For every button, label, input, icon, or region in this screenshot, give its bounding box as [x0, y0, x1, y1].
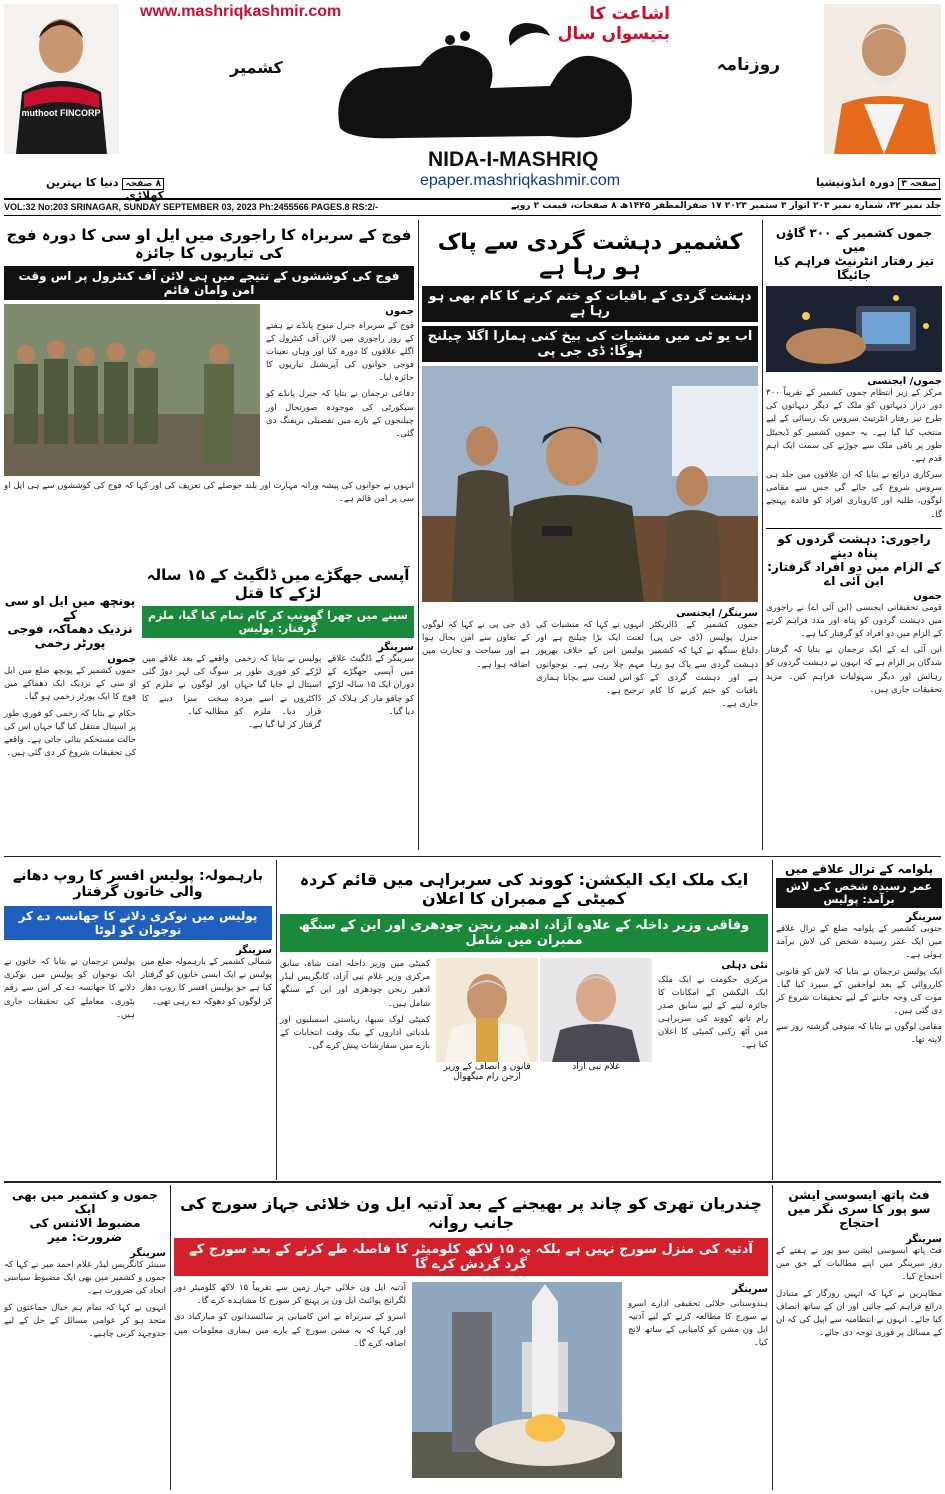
- section-rule: [4, 1181, 941, 1183]
- paragraph: انہوں نے کہا کہ تمام ہم خیال جماعتوں کو متحد ہو کر عوامی مسائل کے حل کے لیے جدوجہد کرنی چاہیے۔: [4, 1302, 166, 1339]
- column-rule: [418, 220, 419, 850]
- election-subheadline: وفاقی وزیر داخلہ کے علاوہ آزاد، ادھیر رنجن چودھری اور این کے سنگھ ممبران میں شامل: [280, 914, 768, 952]
- lead-dateline: سرینگر/ ایجنسی: [676, 608, 758, 619]
- masthead: [0, 0, 945, 200]
- azad-caption: غلام نبی آزاد: [572, 1062, 620, 1072]
- paragraph: آدتیہ ایل ون خلائی جہاز زمین سے تقریباً ۱۵ لاکھ کلومیٹر دور لگرانج پوائنٹ ایل ون پر پہنچ کر سورج کا مشاہدہ کرے گا۔: [174, 1283, 406, 1307]
- dgp-photo: [422, 366, 758, 602]
- paragraph: مرکز کے زیر انتظام جموں کشمیر کے تقریباً ۳۰۰ دور دراز دیہاتوں کو ملک کے دیگر دیہاتوں کی طرح تیز رفتار انٹرنیٹ سروس تک رسائی کے لیے منتخب کیا گیا ہے۔ یہ جموں کشمیر کو ڈیجیٹل طور پر باقی ملک سے جوڑنے کی سمت ایک اہم قدم ہے۔: [766, 388, 942, 464]
- army-headline: فوج کے سربراہ کا راجوری میں ایل او سی کا دورہ فوج کی تیاریوں کا جائزہ: [6, 226, 412, 262]
- lead-headline: کشمیر دہشت گردی سے پاک ہو رہا ہے: [437, 230, 743, 280]
- poonch-headline-2: نزدیک دھماکہ، فوجی پورٹر زخمی: [7, 622, 133, 650]
- election-article: [280, 862, 768, 1178]
- lead-article: [422, 226, 758, 852]
- footpath-dateline: سرینگر: [906, 1234, 942, 1245]
- pm-photo: [824, 4, 941, 154]
- rajouri-dateline: جموں: [913, 590, 942, 602]
- paragraph: انہوں نے جوانوں کی پیشہ ورانہ مہارت اور بلند حوصلے کی تعریف کی اور کہا کہ فوج کی کوششوں سے ہی ایل او سی پر امن قائم ہے۔: [4, 481, 414, 505]
- footpath-body: [776, 1245, 942, 1340]
- paragraph: شمالی کشمیر کے بارہمولہ ضلع میں پولیس نے ایک ایسی خاتون کو گرفتار کیا ہے جو پولیس افسر کا روپ دھار کر لوگوں کو دھوکہ دے رہی تھی۔: [141, 957, 272, 1007]
- alliance-dateline: سرینگر: [130, 1248, 166, 1259]
- azad-photo: [540, 958, 652, 1062]
- paragraph: کمیٹی لوک سبھا، ریاستی اسمبلیوں اور بلدیاتی اداروں کے بیک وقت انتخابات کے بارے میں سفارشات پیش کرے گی۔: [280, 1014, 430, 1052]
- aditya-dateline: سرینگر: [732, 1284, 768, 1295]
- newspaper-logo: [300, 18, 690, 148]
- internet-article: [766, 226, 942, 846]
- poonch-article: [4, 594, 136, 850]
- aditya-body: [628, 1282, 768, 1478]
- pulwama-body: [776, 923, 942, 1048]
- paragraph: سرینگر کے ڈلگیٹ علاقے میں آپسی جھگڑے کے دوران ایک ۱۵ سالہ لڑکے کو چاقو مار کر ہلاک کر دیا گیا۔: [327, 654, 414, 717]
- paragraph: حکام نے بتایا کہ زخمی کو فوری طور پر اسپتال منتقل کیا گیا جہاں اس کی حالت مستحکم بتائی جاتی ہے۔ واقعے کی تحقیقات شروع کر دی گئی ہیں۔: [4, 708, 136, 759]
- dalgate-headline: آپسی جھگڑے میں ڈلگیٹ کے ۱۵ سالہ لڑکے کا قتل: [146, 566, 410, 602]
- info-bar: [4, 198, 941, 216]
- paragraph: فٹ پاتھ ایسوسی ایشن سو پور نے ہفتے کے روز سرینگر میں اپنے مطالبات کے حق میں احتجاج کیا۔: [776, 1246, 942, 1283]
- paragraph: پولیس نے بتایا کہ زخمی لڑکے کو فوری طور پر اسپتال لے جایا گیا جہاں ڈاکٹروں نے اسے مردہ قرار دیا۔ ملزم کو گرفتار کر لیا گیا ہے۔: [234, 654, 322, 730]
- column-rule: [276, 860, 277, 1180]
- paragraph: ہندوستانی خلائی تحقیقی ادارے اسرو نے سورج کا مطالعہ کرنے کے لیے آدتیہ ایل ون مشن کو کامیابی کے ساتھ لانچ کیا۔: [628, 1298, 768, 1349]
- poonch-body: [4, 665, 136, 760]
- info-english: VOL:32 No:203 SRINAGAR, SUNDAY SEPTEMBER 03, 2023 Ph:2455566 PAGES.8 RS:2/-: [4, 202, 378, 212]
- internet-dateline: جموں/ ایجنسی: [867, 376, 942, 387]
- lead-subheadline-1: دہشت گردی کے باقیات کو ختم کرنے کا کام بھی ہو رہا ہے: [422, 286, 758, 322]
- baramulla-headline: بارہمولہ: پولیس افسر کا روپ دھانے والی خاتون گرفتار: [13, 868, 263, 900]
- lead-subheadline-2: اب یو ٹی میں منشیات کی بیخ کنی ہمارا اگلا چیلنج ہوگا: ڈی جی پی: [422, 326, 758, 362]
- right-caption-text: دورہ انڈونیشیا: [815, 176, 895, 189]
- army-photo: [4, 304, 260, 476]
- paragraph: ایک پولیس ترجمان نے بتایا کہ لاش کو قانونی کارروائی کے بعد لواحقین کے سپرد کیا گیا۔ موت کی وجہ جاننے کے لیے تحقیقات شروع کر دی گئی ہیں۔: [776, 966, 942, 1017]
- election-body-cont: [280, 958, 430, 1082]
- poonch-headline-1: پونچھ میں ایل او سی کے: [4, 594, 136, 622]
- paragraph: جنوبی کشمیر کے پلوامہ ضلع کے ترال علاقے میں ایک عمر رسیدہ شخص کی لاش برآمد ہوئی ہے۔: [776, 924, 942, 961]
- pulwama-headline-2: عمر رسیدہ شخص کی لاش برآمد: پولیس: [776, 878, 942, 908]
- army-body: [266, 304, 414, 476]
- footpath-article: [776, 1188, 942, 1490]
- column-rule: [772, 860, 773, 1180]
- poonch-dateline: جموں: [107, 654, 136, 665]
- baramulla-body: [4, 956, 272, 1025]
- election-headline: ایک ملک ایک الیکشن: کووند کی سربراہی میں قائم کردہ کمیٹی کے ممبران کا اعلان: [299, 870, 749, 908]
- column-rule: [762, 220, 763, 850]
- alliance-article: [4, 1188, 166, 1490]
- paragraph: جموں کشمیر کے پونچھ ضلع میں ایل او سی کے نزدیک ایک دھماکے میں فوج کا ایک پورٹر زخمی ہو گیا۔: [4, 666, 136, 703]
- army-dateline: جموں: [385, 306, 414, 317]
- rajouri-body: [766, 602, 942, 697]
- aditya-subheadline: آدتیہ کی منزل سورج نہیں ہے بلکہ یہ ۱۵ لاکھ کلومیٹر کا فاصلہ طے کرنے کے بعد سورج کے گرد گردش کرے گا: [174, 1238, 768, 1276]
- paragraph: قومی تحقیقاتی ایجنسی (این آئی اے) نے راجوری میں دہشت گردوں کو پناہ اور مدد فراہم کرنے کے الزام میں دو افراد کو گرفتار کیا ہے۔: [766, 602, 942, 640]
- paragraph: اسرو کے سربراہ نے اس کامیابی پر سائنسدانوں کو مبارکباد دی اور کہا کہ یہ مشن سورج کے بارے میں ہماری معلومات میں اضافہ کرے گا۔: [174, 1312, 406, 1349]
- internet-body: [766, 387, 942, 522]
- baramulla-subheadline: پولیس میں نوکری دلانے کا جھانسہ دے کر نوجوان کو لوٹا: [4, 906, 272, 940]
- website[interactable]: www.mashriqkashmir.com: [140, 3, 342, 20]
- player-photo: [4, 4, 119, 154]
- shah-photo: [436, 958, 538, 1062]
- section-rule: [4, 856, 941, 857]
- paragraph: مقامی لوگوں نے بتایا کہ متوفی گزشتہ روز سے لاپتہ تھا۔: [776, 1022, 942, 1046]
- footpath-headline-2: سو پور کا سری نگر میں احتجاج: [787, 1202, 931, 1230]
- paragraph: سینئر کانگریس لیڈر غلام احمد میر نے کہا کہ جموں و کشمیر میں بھی ایک مضبوط سیاسی اتحاد کی ضرورت ہے۔: [4, 1260, 166, 1297]
- paragraph: دفاعی ترجمان نے بتایا کہ جنرل پانڈے کو سیکورٹی کی موجودہ صورتحال اور چیلنجوں کے بارے میں تفصیلی بریفنگ دی گئی۔: [266, 389, 414, 439]
- paragraph: فوج کے سربراہ جنرل منوج پانڈے نے ہفتے کے روز راجوری میں لائن آف کنٹرول کے اگلے علاقوں کا دورہ کیا اور وہاں تعینات فوجی جوانوں کی آپریشنل تیاریوں کا جائزہ لیا۔: [266, 320, 414, 384]
- pulwama-article: [776, 862, 942, 1178]
- pulwama-dateline: سرینگر: [906, 912, 942, 923]
- internet-headline-1: جموں کشمیر کے ۳۰۰ گاؤں میں: [776, 226, 932, 254]
- paragraph: واقعے کے بعد علاقے میں سوگ کی لہر دوڑ گئی اور لوگوں نے ملزم کو سخت سزا دینے کا مطالبہ کیا۔: [141, 654, 229, 717]
- lead-body: [422, 619, 758, 714]
- epaper-link[interactable]: epaper.mashriqkashmir.com: [420, 172, 621, 189]
- alliance-headline-2: مضبوط الائنس کی ضرورت: میر: [29, 1216, 141, 1244]
- pulwama-headline-1: پلوامہ کے ترال علاقے میں: [784, 862, 934, 876]
- paragraph: مرکزی حکومت نے ایک ملک ایک الیکشن کے امکانات کا جائزہ لینے کے لیے سابق صدر رام ناتھ کووند کی سربراہی میں آٹھ رکنی کمیٹی کا اعلان کیا ہے۔: [658, 974, 768, 1051]
- election-dateline: نئی دہلی: [721, 960, 768, 971]
- left-caption-text: دنیا کا بہترین کھلاڑی: [46, 176, 164, 202]
- column-rule: [772, 1185, 773, 1490]
- election-body: [658, 958, 768, 1082]
- info-urdu: جلد نمبر ۳۲، شمارہ نمبر ۲۰۳ اتوار ۳ ستمبر ۲۰۲۳ ۱۷ صفرالمظفر ۱۴۴۵ھ ۸ صفحات، قیمت ۲ روپے: [511, 201, 941, 211]
- left-caption-page: ۸ صفحہ: [122, 178, 164, 190]
- dalgate-body: [142, 653, 414, 735]
- shah-caption: قانون و انصاف کے وزیر ارجن رام میگھوال: [443, 1062, 531, 1082]
- column-rule: [170, 1185, 171, 1490]
- paragraph: ڈی جی پی نے کہا کہ لوگوں کے تعاون سے امن بحال ہوا ہے اور سیاحت و تجارت میں اضافہ ہوا ہے۔: [422, 620, 530, 670]
- baramulla-dateline: سرینگر: [236, 945, 272, 956]
- paragraph: سرکاری ذرائع نے بتایا کہ ان علاقوں میں جلد ہی سروس شروع کی جائے گی جس سے مقامی لوگوں، طلبہ اور کاروباری افراد کو فائدہ پہنچے گا۔: [766, 470, 942, 520]
- paragraph: کمیٹی میں وزیر داخلہ امت شاہ، سابق مرکزی وزیر غلام نبی آزاد، کانگریس لیڈر ادھیر رنجن چودھری اور این کے سنگھ شامل ہیں۔: [280, 959, 430, 1009]
- right-caption-page: صفحہ ۳: [898, 178, 940, 190]
- internet-headline-2: تیز رفتار انٹرنیٹ فراہم کیا جائیگا: [773, 254, 934, 282]
- right-caption: [780, 176, 940, 189]
- jersey-text: muthoot FINCORP: [21, 108, 101, 118]
- paragraph: این آئی اے کے ایک ترجمان نے بتایا کہ گرفتار شدگان پر الزام ہے کہ انہوں نے دہشت گردوں کو رہائش اور دیگر سہولیات فراہم کیں۔ مزید تحقیقات جاری ہیں۔: [766, 645, 942, 695]
- alliance-headline-1: جموں و کشمیر میں بھی ایک: [12, 1188, 158, 1216]
- rocket-photo: [412, 1282, 622, 1478]
- paragraph: انہوں نے کہا کہ منشیات کی لعنت ایک بڑا چیلنج ہے اور پولیس اس کے خلاف بھرپور مہم چلا رہی ہے۔ نوجوانوں کو اس لعنت سے بچانا ہماری ترجیح ہے۔: [536, 620, 644, 696]
- army-article: [4, 226, 414, 566]
- paragraph: جموں کشمیر کے ڈائریکٹر جنرل پولیس (ڈی جی پی) دلباغ سنگھ نے کہا کہ کشمیر دہشت گردی سے پاک ہو رہا ہے اور دہشت گردی کے باقیات کو ختم کرنے کا کام جاری ہے۔: [650, 620, 758, 710]
- alliance-body: [4, 1259, 166, 1341]
- dalgate-dateline: سرینگر: [378, 642, 414, 653]
- aditya-body-cont: [174, 1282, 406, 1478]
- army-body-cont: [4, 480, 414, 506]
- baramulla-article: [4, 862, 272, 1178]
- dalgate-subheadline: سینے میں چھرا گھونپ کر کام تمام کیا گیا، ملزم گرفتار: پولیس: [142, 606, 414, 638]
- aditya-headline: چندریان تھری کو چاند پر بھیجنے کے بعد آدتیہ ایل ون خلائی جہاز سورج کی جانب روانہ: [180, 1194, 762, 1232]
- internet-photo: [766, 286, 942, 372]
- rajouri-headline-2: کے الزام میں دو افراد گرفتار: این آئی اے: [767, 559, 941, 588]
- kashmir-label: کشمیر: [230, 58, 283, 77]
- footpath-headline-1: فٹ پاتھ ایسوسی ایشن: [788, 1188, 930, 1202]
- paragraph: پولیس ترجمان نے بتایا کہ خاتون نے ایک نوجوان کو پولیس میں نوکری دلانے کا جھانسہ دے کر اس سے رقم بٹوری۔ معاملے کی تحقیقات جاری ہیں۔: [4, 957, 135, 1020]
- army-subheadline: فوج کی کوششوں کے نتیجے میں ہی لائن آف کنٹرول پر اس وقت امن وامان قائم: [4, 266, 414, 300]
- dalgate-article: [142, 566, 414, 852]
- tagline: اشاعت کا بتیسواں سال: [557, 4, 670, 44]
- rajouri-headline-1: راجوری: دہشت گردوں کو پناہ دینے: [777, 531, 931, 560]
- paragraph: مظاہرین نے کہا کہ انہیں روزگار کے متبادل ذرائع فراہم کیے جائیں اور ان کے ساتھ انصاف کیا جائے۔ انہوں نے انتظامیہ سے اپیل کی کہ ان کے مسائل پر فوری توجہ دی جائے۔: [776, 1288, 942, 1339]
- roznama-label: روزنامہ: [716, 55, 780, 75]
- english-name: NIDA-I-MASHRIQ: [428, 148, 599, 171]
- aditya-article: [174, 1188, 768, 1490]
